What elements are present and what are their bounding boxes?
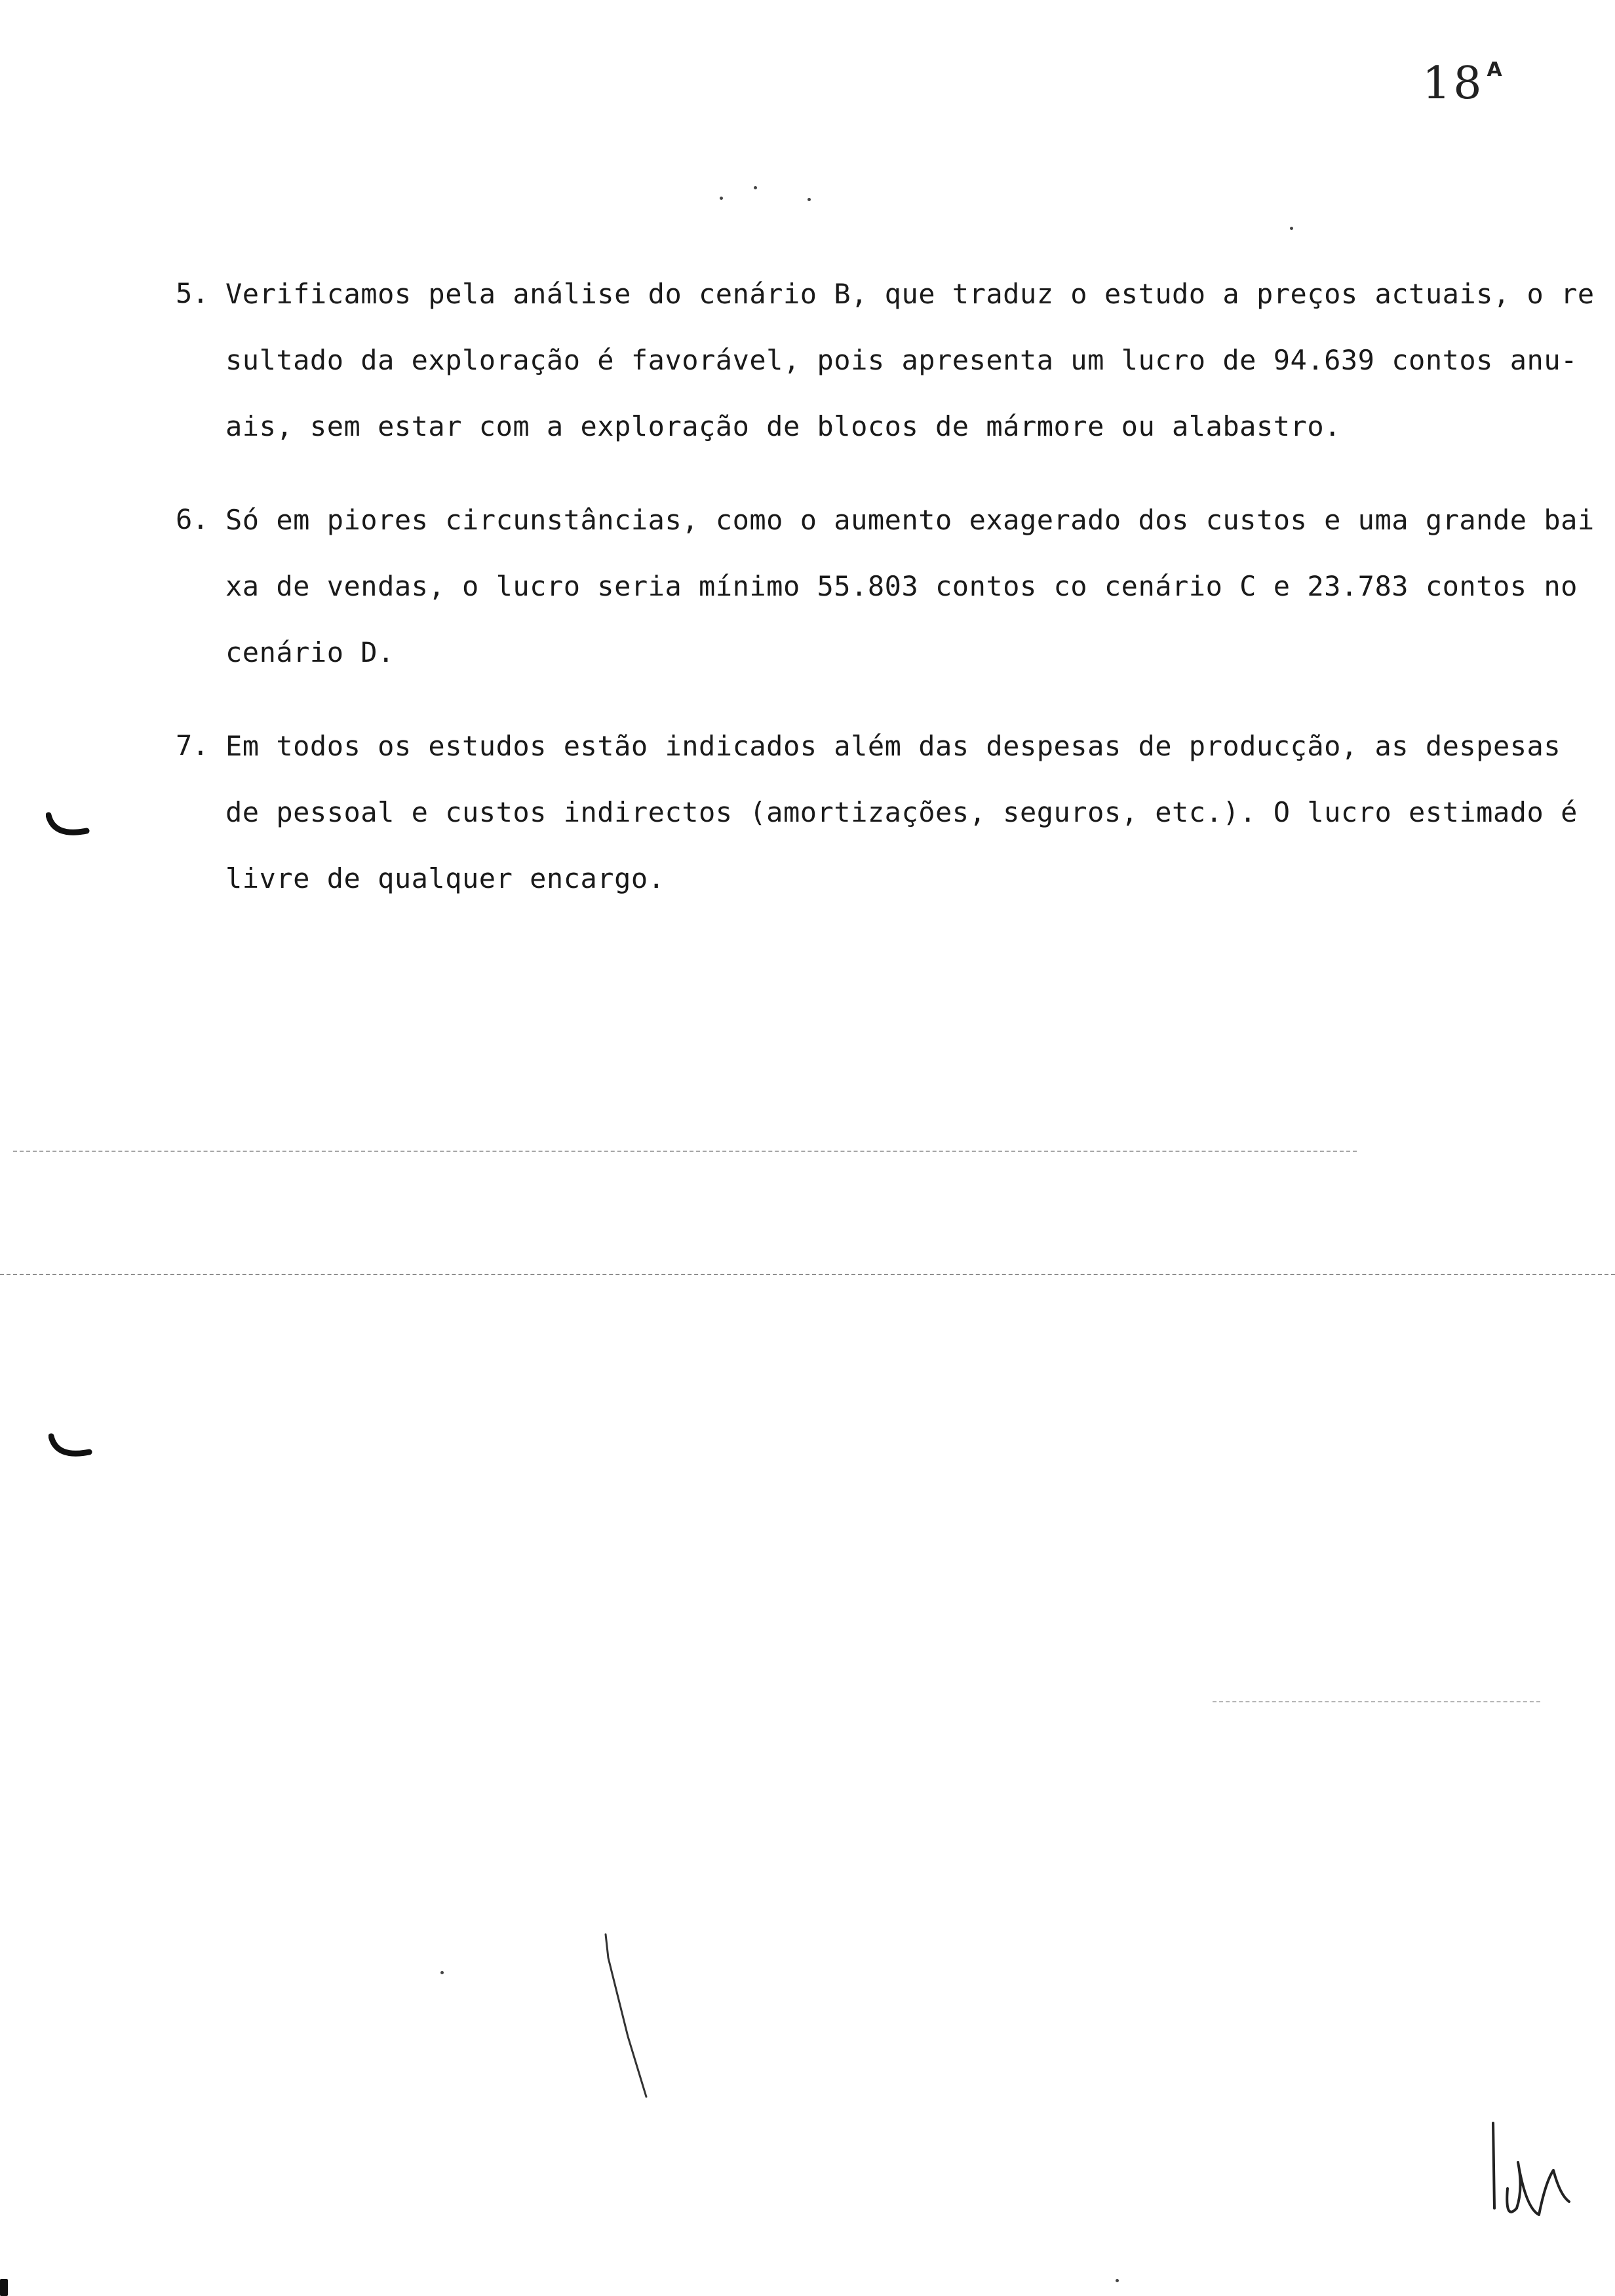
hole-punch-mark-icon (46, 811, 92, 844)
item-line: Em todos os estudos estão indicados além das despesas de producção, as despesas (225, 730, 1561, 762)
list-item (176, 261, 1595, 459)
scan-rule-line (1213, 1701, 1540, 1702)
scan-speck (440, 1971, 444, 1974)
list-item (176, 487, 1595, 685)
list-item (176, 713, 1578, 911)
scan-speck (720, 197, 723, 200)
hole-punch-mark-icon (49, 1432, 94, 1465)
scan-speck (754, 186, 757, 189)
item-line: ais, sem estar com a exploração de blocos de mármore ou alabastro. (225, 410, 1341, 442)
item-text (225, 713, 1578, 911)
scan-rule-line (0, 1274, 1615, 1275)
page-number (1422, 58, 1505, 109)
item-number: 6. (176, 503, 209, 535)
item-line: xa de vendas, o lucro seria mínimo 55.803 contos co cenário C e 23.783 contos no (225, 570, 1578, 602)
item-number: 7. (176, 729, 209, 761)
scan-speck (1290, 227, 1293, 230)
numbered-list (176, 261, 1595, 939)
pen-stroke-icon (602, 1932, 654, 2102)
item-line: livre de qualquer encargo. (225, 862, 665, 894)
initials-signature-icon (1488, 2110, 1573, 2228)
scan-speck (0, 2279, 8, 2296)
scan-speck (808, 198, 811, 201)
item-line: Verificamos pela análise do cenário B, que traduz o estudo a preços actuais, o re (225, 278, 1595, 310)
item-text (225, 261, 1595, 459)
item-line: de pessoal e custos indirectos (amortizações, seguros, etc.). O lucro estimado é (225, 796, 1578, 828)
page-number-value: 18 (1422, 58, 1485, 109)
scan-speck (1116, 2279, 1119, 2282)
item-number: 5. (176, 277, 209, 309)
item-line: sultado da exploração é favorável, pois apresenta um lucro de 94.639 contos anu- (225, 344, 1578, 376)
item-line: Só em piores circunstâncias, como o aumento exagerado dos custos e uma grande bai (225, 504, 1595, 536)
item-line: cenário D. (225, 636, 395, 668)
page-number-suffix: A (1487, 58, 1505, 82)
scan-rule-line (13, 1151, 1357, 1152)
item-text (225, 487, 1595, 685)
